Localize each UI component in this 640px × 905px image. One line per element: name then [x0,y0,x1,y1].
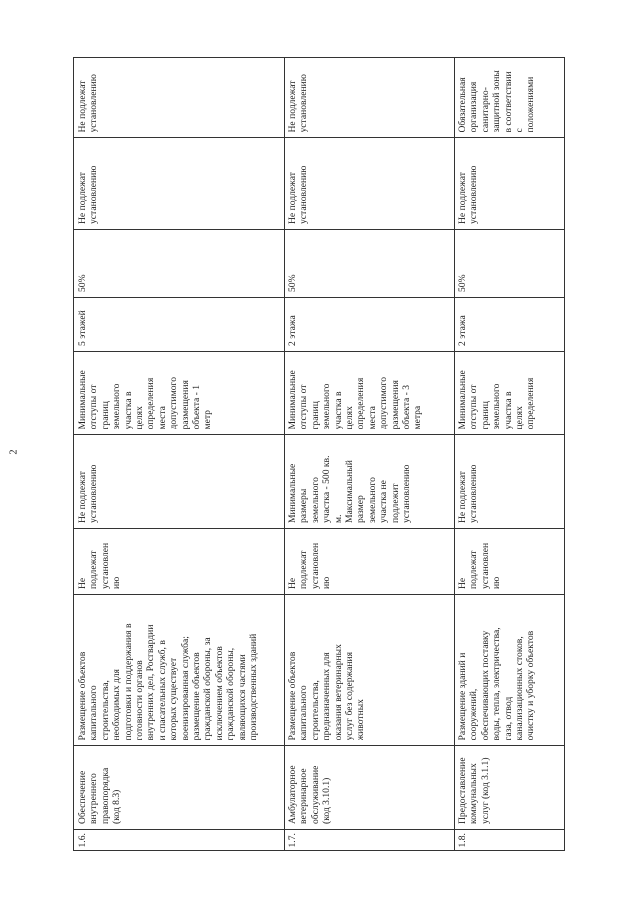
col8-value: 50% [457,274,468,292]
table-cell-use-description [287,597,449,740]
col9-value: Не подлежат установлению [457,165,480,224]
use-description: Размещение зданий и сооружений, обеспечивающих поставку воды, тепла, электричества, газа, отвод канализационных стоков, очистку и уборку объектов [457,626,537,740]
use-name: Предоставление коммунальных услуг (код 3.1.1) [457,757,491,824]
table-cell-use-name [77,748,279,824]
table-cell-col4-value [457,531,561,589]
table-cell-col7-value [457,300,561,346]
col5-value: Не подлежат установлению [457,464,480,523]
column-divider [74,434,564,435]
col7-value: 2 этажа [287,315,298,346]
row-divider [454,58,455,850]
table-cell-col5-value [287,437,449,523]
use-name: Амбулаторное ветеринарное обслуживание (код 3.10.1) [287,765,333,824]
table-cell-col4-value [77,531,279,589]
table-cell-col10-value [287,61,449,132]
page-number: 2 [8,449,20,455]
table-cell-col5-value [457,437,561,523]
table-cell-col8-value [287,232,449,292]
table-cell-row-number [77,832,279,847]
table-cell-col9-value [457,140,561,224]
col9-value: Не подлежат установлению [287,165,310,224]
column-divider [74,829,564,830]
use-description: Размещение объектов капитального строительства, необходимых для подготовки и поддержания в готовности органов внутренних дел, Росгвардии и спасательных служб, в которых существует военизированная служба; размещение объектов гражданской обороны, за исключением объектов гражданской обороны, являющихся частями производственных зданий [77,623,260,740]
column-divider [74,745,564,746]
col8-value: 50% [77,274,88,292]
col6-value: Минимальные отступы от границ земельного участка в целях определения [457,369,537,429]
table-cell-col8-value [77,232,279,292]
table-cell-col10-value [77,61,279,132]
row-number: 1.8. [457,832,468,847]
table-cell-col6-value [457,354,561,429]
table-cell-col10-value [457,61,561,132]
use-description: Размещение объектов капитального строительства, предназначенных для оказания ветеринарных услуг без содержания животных [287,643,367,740]
table-cell-col4-value [287,531,449,589]
column-divider [74,528,564,529]
col4-value: Не подлежат установлен ию [287,542,333,589]
table-cell-col6-value [77,354,279,429]
col6-value: Минимальные отступы от границ земельного участка в целях определения места допустимого размещения объекта - 1 метр [77,369,214,429]
table-cell-col9-value [287,140,449,224]
column-divider [74,594,564,595]
column-divider [74,351,564,352]
col4-value: Не подлежат установлен ию [77,542,123,589]
col8-value: 50% [287,274,298,292]
row-number: 1.7. [287,832,298,847]
col5-value: Минимальные размеры земельного участка - 500 кв. м. Максимальный размер земельного участка не подлежит установлению [287,455,413,523]
table-cell-col8-value [457,232,561,292]
row-divider [284,58,285,850]
col10-value: Не подлежат установлению [77,73,100,132]
col10-value: Не подлежат установлению [287,73,310,132]
col4-value: Не подлежат установлен ию [457,542,503,589]
table-cell-use-name [287,748,449,824]
column-divider [74,137,564,138]
table-cell-use-name [457,748,561,824]
table-cell-col6-value [287,354,449,429]
table-cell-col5-value [77,437,279,523]
col9-value: Не подлежат установлению [77,165,100,224]
col7-value: 5 этажей [77,310,88,346]
table-cell-col7-value [287,300,449,346]
column-divider [74,229,564,230]
col10-value: Обязательная организация санитарно- защитной зоны в соответствии с положениями [457,69,537,132]
table-cell-row-number [287,832,449,847]
use-name: Обеспечение внутреннего правопорядка (код 8.3) [77,767,123,824]
row-number: 1.6. [77,832,88,847]
table-cell-col7-value [77,300,279,346]
table-cell-use-description [457,597,561,740]
column-divider [74,297,564,298]
col6-value: Минимальные отступы от границ земельного участка в целях определения места допустимого размещения объекта - 3 метра [287,369,424,429]
table-cell-col9-value [77,140,279,224]
table-cell-row-number [457,832,561,847]
table-cell-use-description [77,597,279,740]
col7-value: 2 этажа [457,315,468,346]
col5-value: Не подлежат установлению [77,464,100,523]
